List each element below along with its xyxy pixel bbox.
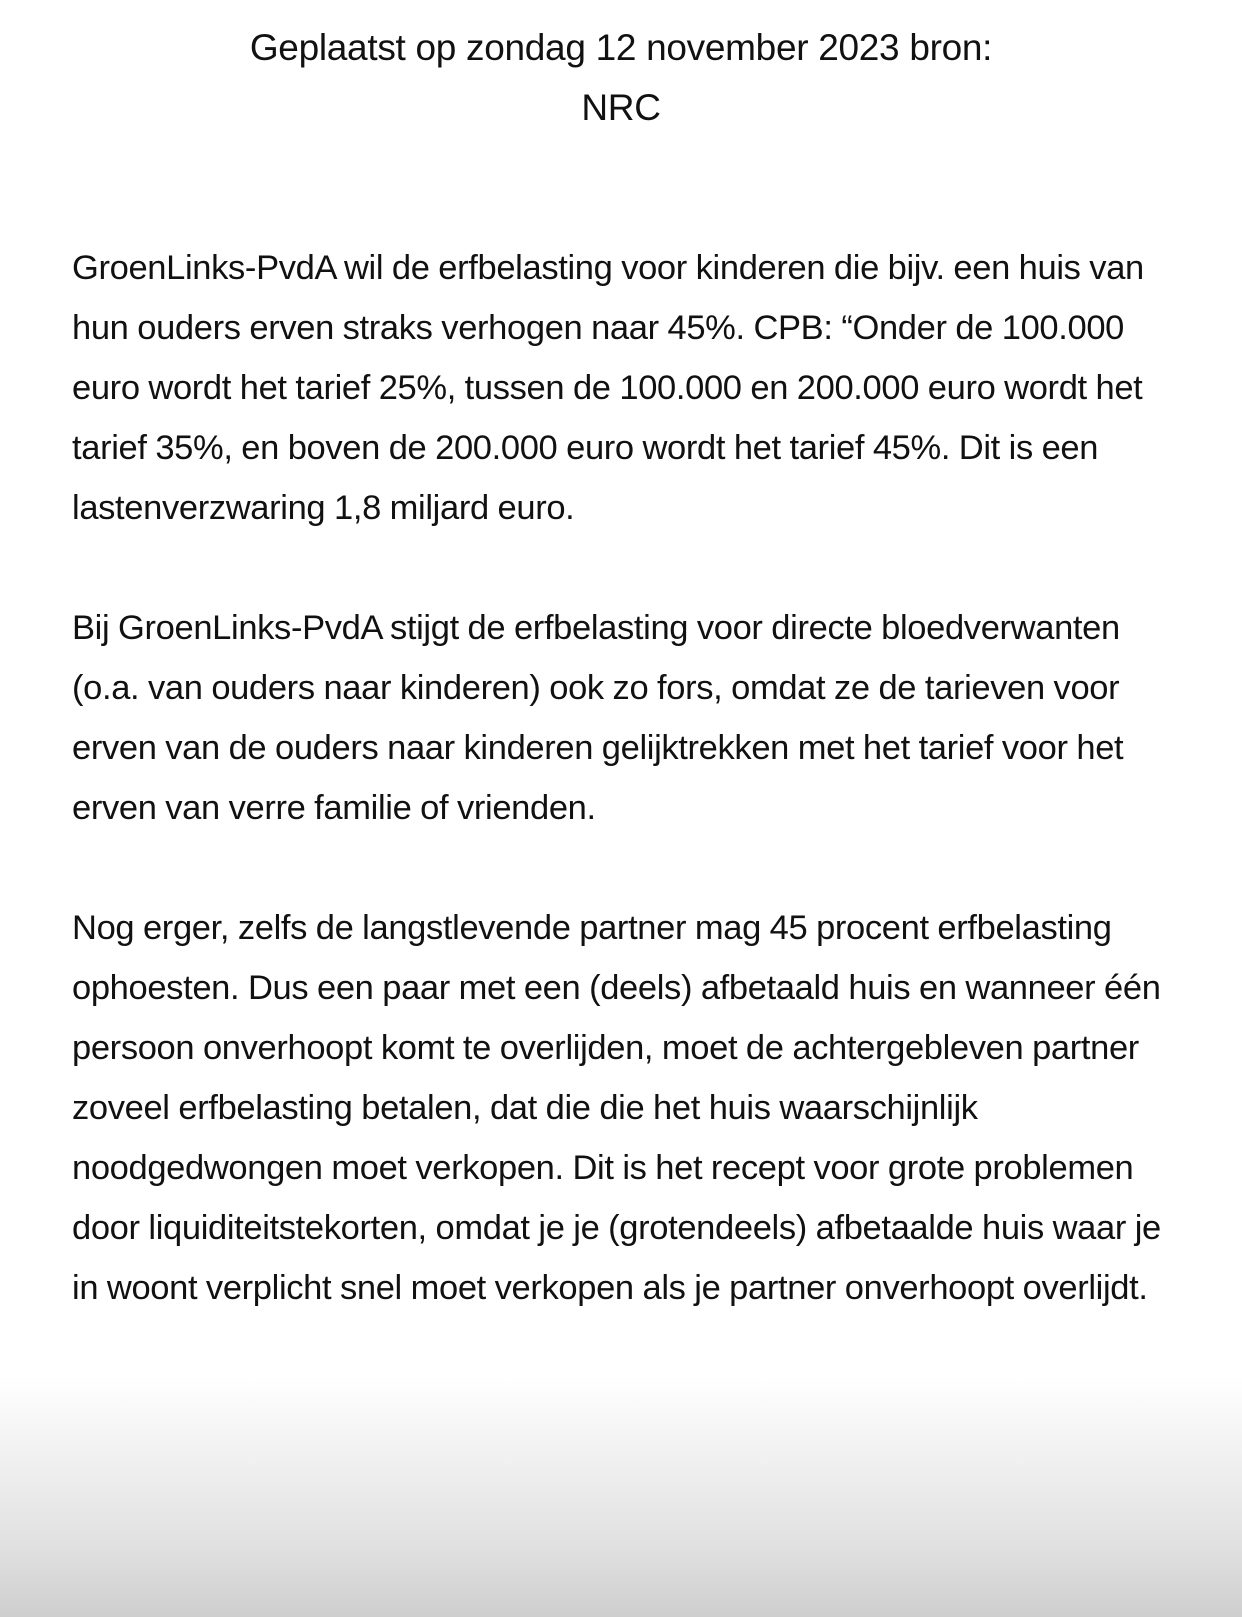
post-source-name: NRC bbox=[581, 87, 661, 128]
post-date-source: Geplaatst op zondag 12 november 2023 bron: bbox=[249, 27, 993, 68]
post-header bbox=[72, 18, 1170, 138]
article-body bbox=[72, 238, 1170, 1318]
article-paragraph-3: Nog erger, zelfs de langstlevende partner mag 45 procent erfbelasting ophoesten. Dus een paar met een (deels) afbetaald huis en wanneer één persoon onverhoopt komt te overlijden, moet de achtergebleven partner zoveel erfbelasting betalen, dat die die het huis waarschijnlijk noodgedwongen moet verkopen. Dit is het recept voor grote problemen door liquiditeitstekorten, omdat je je (grotendeels) afbetaalde huis waar je in woont verplicht snel moet verkopen als je partner onverhoopt overlijdt. bbox=[72, 909, 1161, 1307]
article-paragraph-2: Bij GroenLinks-PvdA stijgt de erfbelasting voor directe bloedverwanten (o.a. van ouders naar kinderen) ook zo fors, omdat ze de tarieven voor erven van de ouders naar kinderen gelijktrekken met het tarief voor het erven van verre familie of vrienden. bbox=[72, 609, 1124, 827]
article-paragraph-1: GroenLinks-PvdA wil de erfbelasting voor kinderen die bijv. een huis van hun ouders erven straks verhogen naar 45%. CPB: “Onder de 100.000 euro wordt het tarief 25%, tussen de 100.000 en 200.000 euro wordt het tarief 35%, en boven de 200.000 euro wordt het tarief 45%. Dit is een lastenverzwaring 1,8 miljard euro. bbox=[72, 249, 1144, 527]
